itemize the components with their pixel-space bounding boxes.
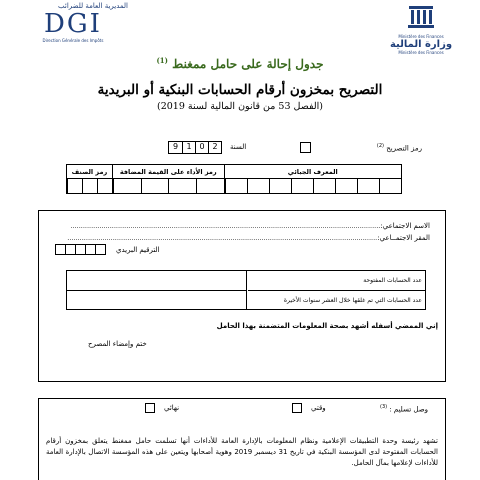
receipt-label-text: وصل تسليم : (389, 405, 429, 414)
receipt-paragraph: تشهد رئيسة وحدة التطبيقات الإعلامية ونظام المعلومات بالإدارة العامة للأداءات أنها تسلمت حامل ممغنط يتعلق بمخزون أرقام الحسابات المفتوحة لدى المؤسسة البنكية في تاريخ 31 ديسمبر 2019 وهوية أصحابها ويتعين على هذه المؤسسة الاتصال بالإدارة العامة للأداءات لإعلامها بمآل الحامل. (46, 437, 438, 467)
dgi-logo-letters: DGI (44, 9, 102, 39)
accounts-table (66, 270, 426, 310)
year-digit: 1 (182, 142, 195, 153)
year-digit: 9 (172, 142, 179, 151)
tax-id-input[interactable] (224, 179, 401, 194)
category-code-header: رمز الصنف (67, 165, 113, 179)
year-digit: 2 (208, 142, 221, 153)
declaration-code-note: (2) (376, 143, 384, 149)
vat-code-header: رمز الأداء على القيمة المضافة (112, 165, 224, 179)
signature-label: ختم وإمضاء المصرح (88, 340, 147, 348)
certification-text: إني الممضي أسفله أشهد بصحة المعلومات المتضمنة بهذا الحامل (216, 322, 438, 330)
page-subtitle: (الفصل 53 من قانون المالية لسنة 2019) (157, 101, 323, 112)
ministry-logo (376, 4, 466, 55)
receipt-option-provisional-label: وقتي (311, 404, 326, 412)
year-label: السنة (230, 143, 247, 151)
table-title (0, 56, 480, 71)
declaration-code-label (377, 143, 422, 152)
column-emblem-icon (407, 4, 435, 30)
declaration-code-text: رمز التصريح (386, 144, 422, 153)
postal-code-field[interactable] (56, 244, 106, 255)
company-name-row (50, 222, 430, 230)
opened-accounts-label: عدد الحسابات المفتوحة (248, 271, 426, 291)
receipt-label-note: (3) (380, 404, 388, 410)
table-title-note: (1) (156, 56, 168, 65)
dgi-logo-subtitle: Direction Générale des Impôts (42, 38, 104, 43)
company-name-input[interactable]: ...................................................................................................................................................... (70, 222, 381, 230)
closed-accounts-label: عدد الحسابات التي تم غلقها خلال العشر سنوات الأخيرة (283, 297, 422, 304)
opened-accounts-input[interactable] (67, 271, 247, 291)
vat-code-input[interactable] (112, 179, 224, 194)
ministry-logo-subtitle-bottom: Ministère des Finances (398, 50, 444, 55)
table-title-text: جدول إحالة على حامل ممغنط (172, 57, 324, 71)
page-title: التصريح بمخزون أرقام الحسابات البنكية أو البريدية (97, 82, 383, 98)
tax-ids-table (66, 164, 402, 194)
company-office-label: المقر الاجتمــاعي: (377, 234, 430, 242)
declaration-code-box[interactable] (300, 142, 311, 153)
year-field[interactable] (168, 141, 222, 154)
tax-id-header: المعرف الجبائي (224, 165, 401, 179)
category-code-input[interactable] (67, 179, 113, 194)
ministry-logo-subtitle-top: Ministère des Finances (398, 34, 444, 39)
dgi-logo-arabic: المديرية العامة للضرائب (58, 2, 128, 10)
dgi-logo (18, 2, 128, 43)
ministry-logo-arabic: وزارة المالية (389, 39, 453, 50)
closed-accounts-input[interactable] (67, 291, 247, 310)
receipt-option-final-label: نهائي (164, 404, 180, 412)
year-digit: 0 (195, 142, 208, 153)
company-office-row (50, 234, 430, 242)
company-office-input[interactable]: ...................................................................................................................................................... (67, 234, 378, 242)
company-name-label: الاسم الاجتماعي: (380, 222, 430, 230)
postal-code-label: الترقيم البريدي (116, 246, 160, 254)
